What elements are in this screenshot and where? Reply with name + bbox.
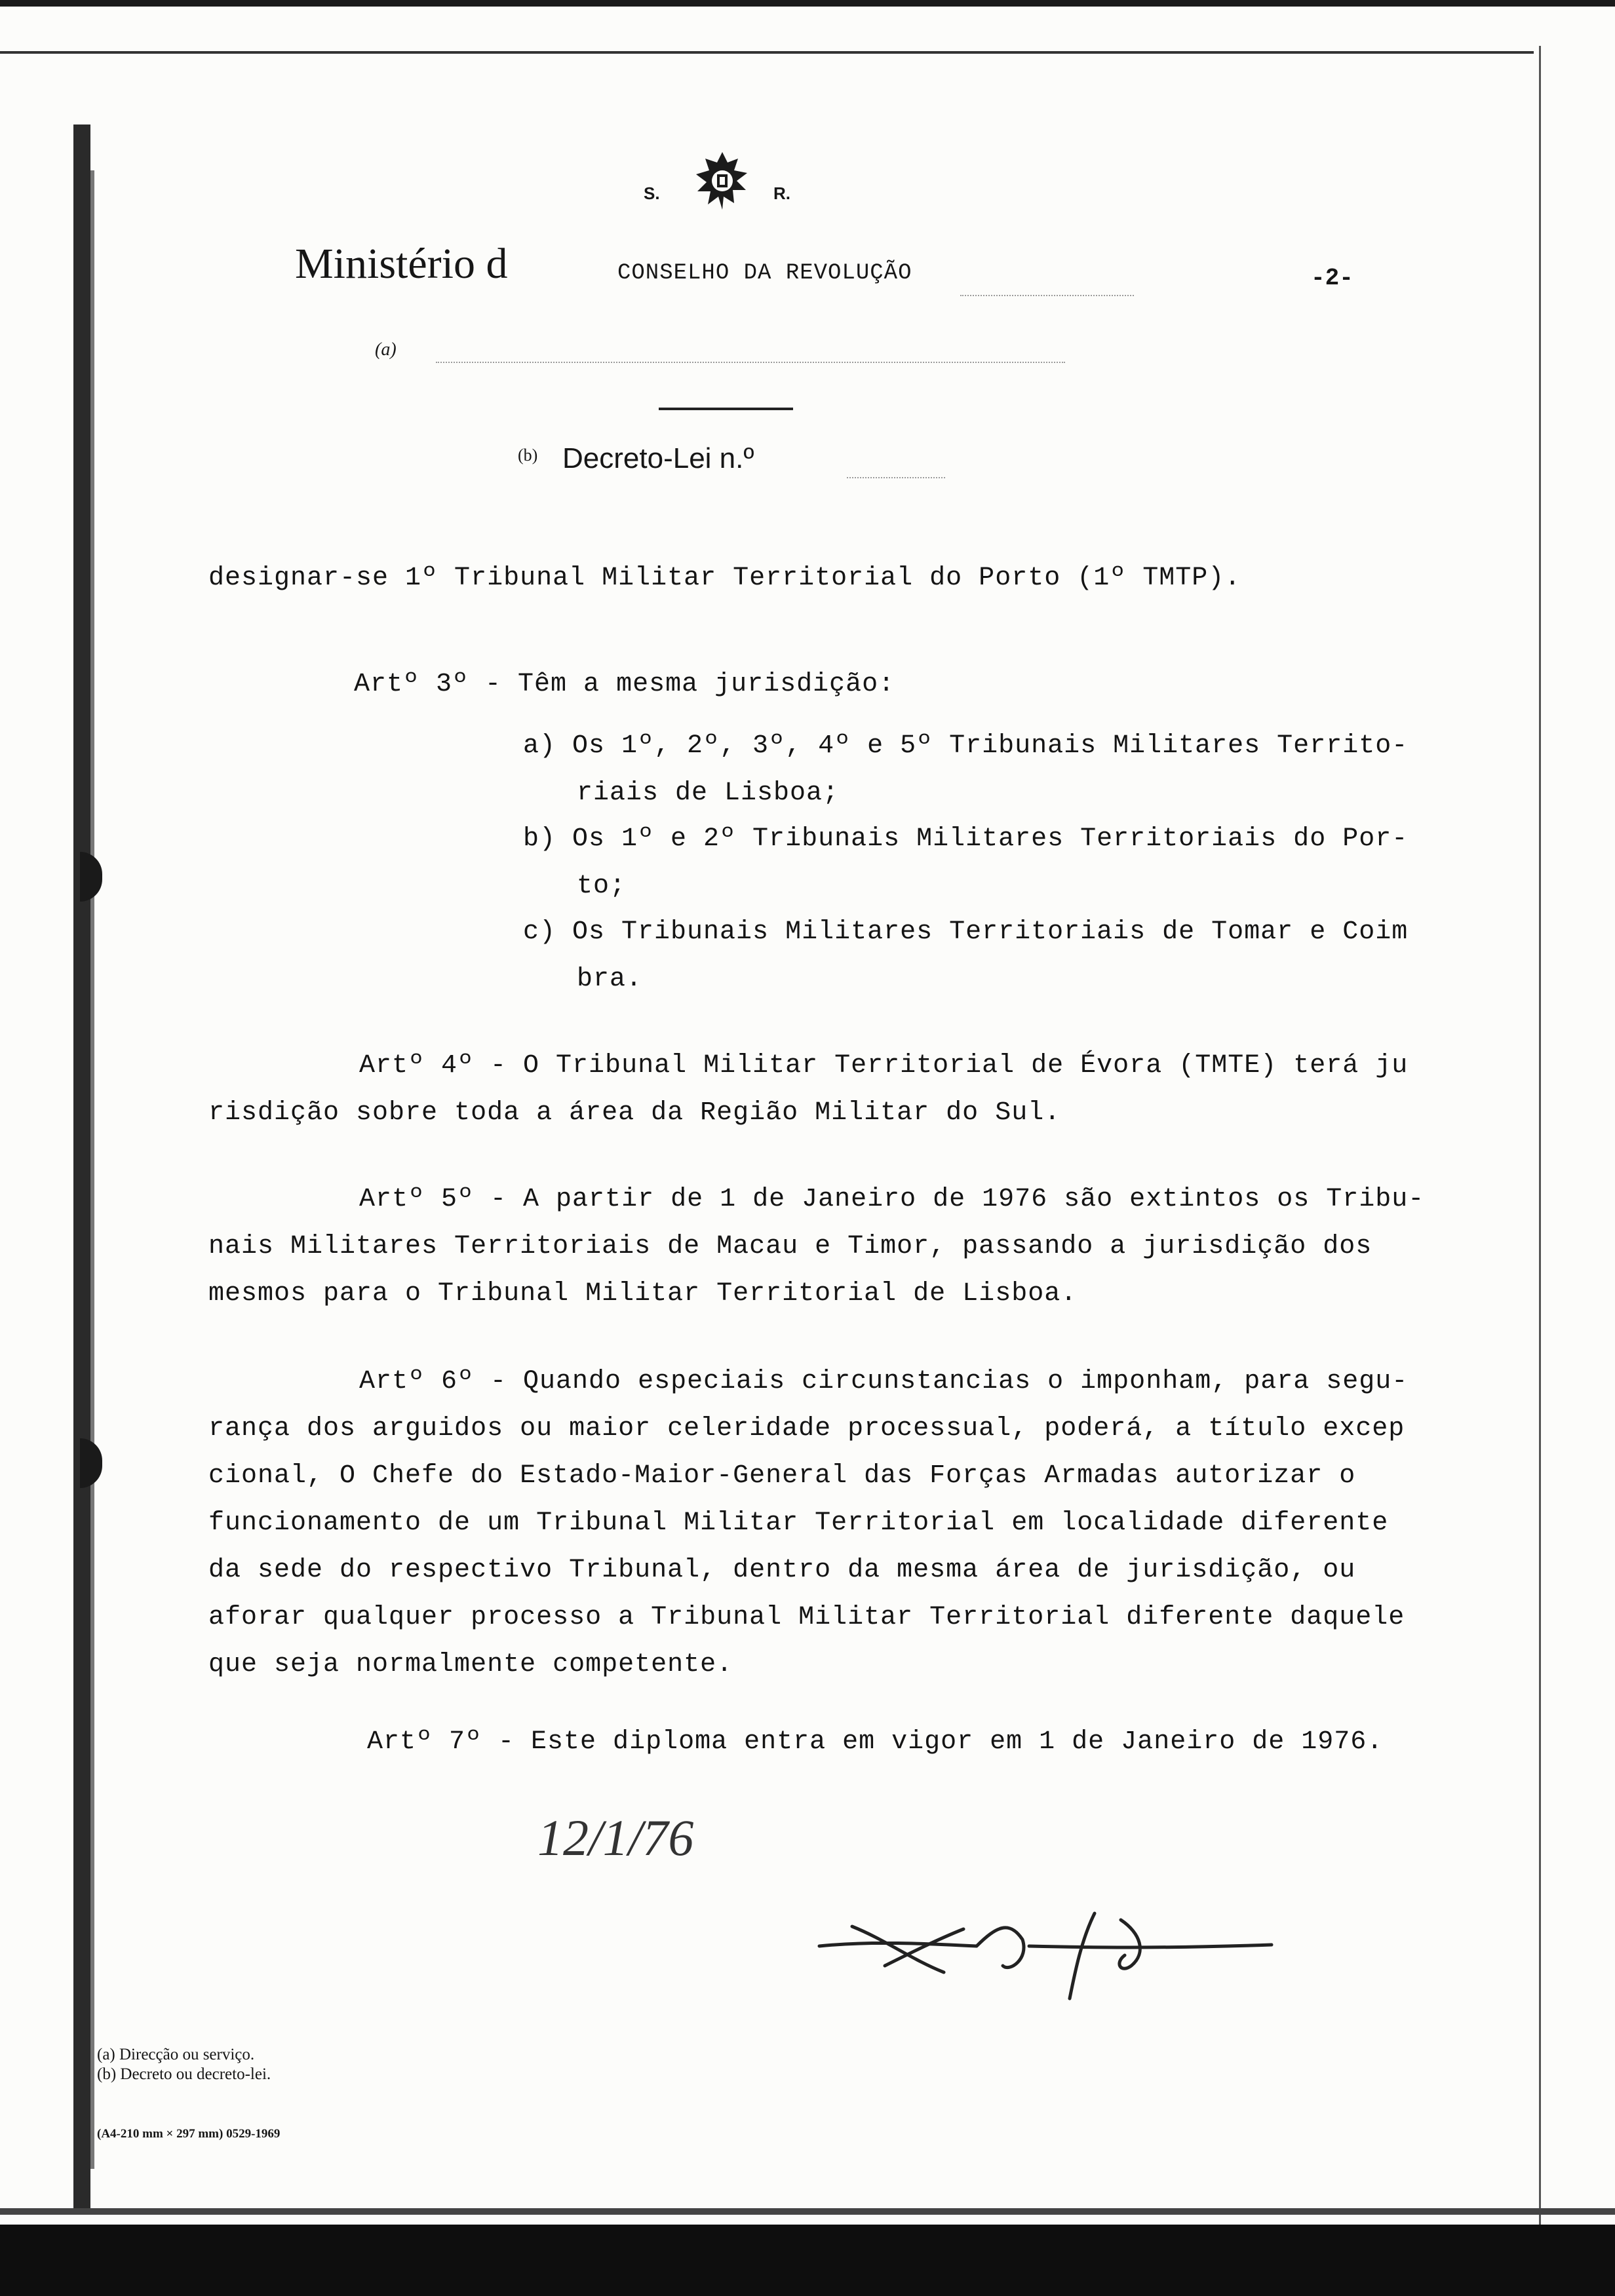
scan-right-edge-line [1539,46,1541,2228]
handwritten-date: 12/1/76 [537,1809,694,1866]
article-3-item-b-line-2: to; [577,871,627,901]
article-5-line-1: Artº 5º - A partir de 1 de Janeiro de 1976 são extintos os Tribu- [359,1185,1425,1214]
article-6-line-2: rança dos arguidos ou maior celeridade processual, poderá, a título excep [208,1414,1405,1444]
ministry-label: Ministério d [295,240,508,288]
service-field-dotted-line [436,362,1065,363]
article-6-line-4: funcionamento de um Tribunal Militar Territorial em localidade diferente [208,1508,1389,1538]
signature-icon [813,1900,1285,2005]
scan-left-binding-bar [73,124,90,2208]
department-dotted-line [960,295,1134,296]
decree-number-dotted-line [847,477,945,478]
scan-bottom-edge [0,2225,1615,2296]
scan-left-binding-shadow [90,170,94,2169]
decree-label: Decreto-Lei n.º [562,442,754,474]
article-6-line-7: que seja normalmente competente. [208,1650,733,1679]
form-reference: (A4-210 mm × 297 mm) 0529-1969 [97,2127,281,2141]
article-7-line: Artº 7º - Este diploma entra em vigor em 1 de Janeiro de 1976. [367,1727,1384,1757]
scan-top-rule [0,51,1534,54]
page-number: -2- [1311,265,1353,292]
article-3-item-a-line-1: a) Os 1º, 2º, 3º, 4º e 5º Tribunais Militares Territo- [523,731,1409,761]
scan-top-edge [0,0,1615,7]
header-letter-s: S. [644,183,660,203]
scan-punch-hole-lower [80,1438,102,1488]
article-4-line-2: risdição sobre toda a área da Região Militar do Sul. [208,1098,1061,1128]
article-3-heading: Artº 3º - Têm a mesma jurisdição: [354,670,895,699]
scan-punch-hole-upper [80,852,102,902]
header-separator-rule [659,408,793,410]
article-3-item-a-line-2: riais de Lisboa; [577,778,840,808]
footnote-a: (a) Direcção ou serviço. [97,2046,255,2063]
article-3-item-c-line-1: c) Os Tribunais Militares Territoriais de Tomar e Coim [523,917,1409,947]
coat-of-arms-emblem-icon [690,148,755,214]
footnote-b: (b) Decreto ou decreto-lei. [97,2065,271,2083]
decree-footnote-marker: (b) [518,446,538,465]
article-6-line-5: da sede do respectivo Tribunal, dentro da mesma área de jurisdição, ou [208,1556,1356,1585]
article-6-line-6: aforar qualquer processo a Tribunal Militar Territorial diferente daquele [208,1603,1405,1632]
service-field-label: (a) [375,339,397,360]
article-5-line-3: mesmos para o Tribunal Militar Territorial de Lisboa. [208,1279,1078,1309]
article-5-line-2: nais Militares Territoriais de Macau e Timor, passando a jurisdição dos [208,1232,1372,1261]
article-3-item-b-line-1: b) Os 1º e 2º Tribunais Militares Territoriais do Por- [523,824,1409,854]
article-6-line-3: cional, O Chefe do Estado-Maior-General das Forças Armadas autorizar o [208,1461,1356,1491]
article-6-line-1: Artº 6º - Quando especiais circunstancias o imponham, para segu- [359,1367,1409,1396]
article-4-line-1: Artº 4º - O Tribunal Militar Territorial de Évora (TMTE) terá ju [359,1051,1409,1081]
intro-line: designar-se 1º Tribunal Militar Territorial do Porto (1º TMTP). [208,564,1241,593]
article-3-item-c-line-2: bra. [577,965,643,994]
header-letter-r: R. [773,183,790,203]
department-name: CONSELHO DA REVOLUÇÃO [617,261,912,286]
scan-bottom-shadow [0,2208,1615,2215]
